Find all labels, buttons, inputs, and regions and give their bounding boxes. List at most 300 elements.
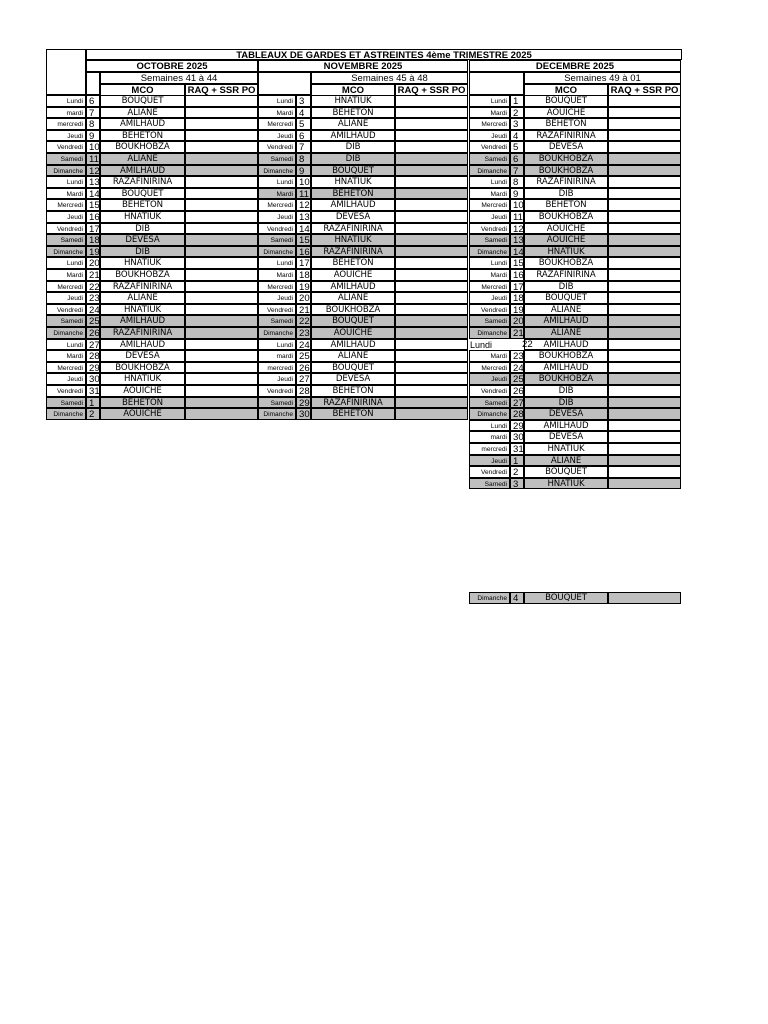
schedule-row	[469, 315, 681, 327]
mco-cell: DEVESA	[524, 141, 608, 153]
schedule-row	[469, 385, 681, 397]
raq-cell	[608, 362, 681, 374]
date-cell: 10	[296, 176, 311, 188]
raq-cell	[395, 292, 468, 304]
date-cell: 19	[510, 304, 524, 316]
date-cell: 16	[296, 246, 311, 258]
schedule-row	[258, 257, 468, 269]
schedule-row	[258, 408, 468, 420]
schedule-row	[258, 281, 468, 293]
raq-cell	[395, 397, 468, 409]
day-cell: Vendredi	[46, 304, 86, 316]
day-cell: Mercredi	[469, 362, 510, 374]
day-cell: Dimanche	[258, 327, 296, 339]
day-cell: Samedi	[469, 478, 510, 490]
date-cell: 2	[86, 408, 100, 420]
raq-cell	[395, 408, 468, 420]
day-cell: Jeudi	[258, 292, 296, 304]
mco-cell: AOUICHE	[311, 269, 395, 281]
schedule-row	[469, 188, 681, 200]
corner-cell	[46, 49, 86, 95]
day-cell: Lundi	[46, 339, 86, 351]
day-cell: Mardi	[46, 269, 86, 281]
raq-cell	[185, 165, 258, 177]
table-title: TABLEAUX DE GARDES ET ASTREINTES 4ème TRIMESTRE 2025	[86, 49, 682, 60]
date-cell: 27	[86, 339, 100, 351]
mco-cell: HNATIUK	[311, 95, 395, 107]
day-cell: Dimanche	[46, 165, 86, 177]
day-cell: Mercredi	[469, 199, 510, 211]
day-cell: Samedi	[46, 315, 86, 327]
schedule-row	[469, 339, 681, 351]
mco-cell: AMILHAUD	[100, 339, 185, 351]
day-cell: Dimanche	[469, 165, 510, 177]
day-cell: Samedi	[469, 234, 510, 246]
day-cell: Mardi	[258, 107, 296, 119]
schedule-row	[258, 234, 468, 246]
date-cell: 23	[296, 327, 311, 339]
date-cell: 26	[86, 327, 100, 339]
raq-column-header: RAQ + SSR PO	[608, 84, 681, 96]
raq-cell	[608, 408, 681, 420]
schedule-row	[46, 315, 258, 327]
schedule-row	[258, 211, 468, 223]
raq-cell	[608, 153, 681, 165]
raq-cell	[608, 478, 681, 490]
raq-cell	[395, 373, 468, 385]
mco-cell: BOUKHOBZA	[100, 269, 185, 281]
day-cell: Vendredi	[46, 223, 86, 235]
raq-cell	[185, 292, 258, 304]
schedule-row	[469, 281, 681, 293]
day-cell: Mardi	[46, 188, 86, 200]
raq-cell	[185, 269, 258, 281]
date-cell: 22	[296, 315, 311, 327]
mco-cell: DIB	[524, 385, 608, 397]
mco-cell: ALIANE	[311, 350, 395, 362]
date-cell: 10	[86, 141, 100, 153]
mco-cell: DIB	[524, 188, 608, 200]
month-header: DECEMBRE 2025	[469, 60, 681, 72]
date-cell: 9	[296, 165, 311, 177]
mco-cell: BOUKHOBZA	[524, 165, 608, 177]
raq-cell	[608, 176, 681, 188]
mco-cell: ALIANE	[100, 153, 185, 165]
day-cell: Vendredi	[469, 385, 510, 397]
day-cell: Vendredi	[258, 141, 296, 153]
date-cell: 11	[296, 188, 311, 200]
raq-cell	[608, 257, 681, 269]
date-cell: 14	[510, 246, 524, 258]
schedule-row	[258, 350, 468, 362]
date-cell: 25	[510, 373, 524, 385]
raq-cell	[185, 385, 258, 397]
day-cell: Vendredi	[46, 141, 86, 153]
date-cell: 14	[296, 223, 311, 235]
date-cell: 12	[296, 199, 311, 211]
schedule-row	[46, 153, 258, 165]
schedule-row	[469, 362, 681, 374]
schedule-row	[258, 246, 468, 258]
date-cell: 20	[86, 257, 100, 269]
raq-cell	[395, 176, 468, 188]
raq-cell	[608, 592, 681, 604]
mco-cell: AOUICHE	[311, 327, 395, 339]
schedule-row	[469, 327, 681, 339]
day-cell: Samedi	[258, 315, 296, 327]
date-cell: 3	[296, 95, 311, 107]
raq-cell	[608, 431, 681, 443]
date-cell: 7	[296, 141, 311, 153]
raq-cell	[185, 373, 258, 385]
date-cell: 4	[510, 130, 524, 142]
raq-cell	[608, 223, 681, 235]
schedule-row	[469, 431, 681, 443]
schedule-row	[46, 257, 258, 269]
raq-cell	[185, 327, 258, 339]
raq-cell	[395, 257, 468, 269]
date-cell: 16	[510, 269, 524, 281]
mco-cell: DIB	[524, 281, 608, 293]
date-cell: 17	[296, 257, 311, 269]
schedule-row	[258, 107, 468, 119]
mco-cell: BEHETON	[311, 107, 395, 119]
mco-cell: RAZAFINIRINA	[524, 269, 608, 281]
raq-cell	[395, 130, 468, 142]
schedule-row	[258, 385, 468, 397]
mco-cell: BOUQUET	[524, 466, 608, 478]
raq-cell	[608, 246, 681, 258]
day-cell: Dimanche	[46, 246, 86, 258]
schedule-row	[258, 118, 468, 130]
schedule-row	[258, 373, 468, 385]
schedule-row	[258, 165, 468, 177]
day-cell: Samedi	[46, 397, 86, 409]
raq-cell	[395, 246, 468, 258]
raq-cell	[185, 397, 258, 409]
mco-cell: BOUQUET	[311, 315, 395, 327]
mco-cell: RAZAFINIRINA	[100, 176, 185, 188]
schedule-row	[46, 385, 258, 397]
date-cell: 24	[296, 339, 311, 351]
date-cell: 23	[86, 292, 100, 304]
raq-cell	[395, 118, 468, 130]
day-cell: Jeudi	[258, 130, 296, 142]
mco-cell: AMILHAUD	[524, 315, 608, 327]
day-cell: Mardi	[469, 350, 510, 362]
date-cell: 26	[296, 362, 311, 374]
schedule-row	[469, 176, 681, 188]
raq-cell	[608, 292, 681, 304]
schedule-row	[469, 592, 681, 604]
weeks-label: Semaines 41 à 44	[100, 72, 258, 84]
date-cell: 19	[86, 246, 100, 258]
mco-cell: RAZAFINIRINA	[100, 327, 185, 339]
date-cell: 23	[510, 350, 524, 362]
day-cell: Vendredi	[469, 304, 510, 316]
schedule-row	[469, 153, 681, 165]
mco-cell: BEHETON	[311, 385, 395, 397]
schedule-row	[46, 211, 258, 223]
date-cell: 24	[86, 304, 100, 316]
schedule-row	[469, 211, 681, 223]
mco-cell: ALIANE	[311, 292, 395, 304]
raq-cell	[185, 188, 258, 200]
date-cell: 3	[510, 118, 524, 130]
raq-cell	[185, 246, 258, 258]
date-cell: 15	[86, 199, 100, 211]
date-cell: 13	[296, 211, 311, 223]
raq-cell	[608, 315, 681, 327]
date-cell: 5	[296, 118, 311, 130]
schedule-row	[46, 246, 258, 258]
schedule-row	[469, 397, 681, 409]
schedule-row	[46, 408, 258, 420]
raq-cell	[608, 199, 681, 211]
date-cell: 6	[86, 95, 100, 107]
day-cell: Lundi	[469, 420, 510, 432]
schedule-row	[469, 118, 681, 130]
date-cell: 21	[296, 304, 311, 316]
mco-cell: DIB	[100, 223, 185, 235]
day-cell: Jeudi	[46, 211, 86, 223]
day-cell: Mercredi	[46, 362, 86, 374]
mco-cell: ALIANE	[524, 455, 608, 467]
mco-cell: HNATIUK	[100, 373, 185, 385]
weeks-label: Semaines 49 à 01	[524, 72, 681, 84]
mco-cell: BEHETON	[311, 257, 395, 269]
day-cell: mercredi	[258, 362, 296, 374]
date-cell: 11	[86, 153, 100, 165]
date-cell: 6	[510, 153, 524, 165]
raq-cell	[608, 304, 681, 316]
date-cell: 10	[510, 199, 524, 211]
mco-cell: BOUQUET	[311, 362, 395, 374]
schedule-row	[46, 118, 258, 130]
mco-cell: ALIANE	[100, 107, 185, 119]
mco-cell: AMILHAUD	[524, 420, 608, 432]
mco-cell: BEHETON	[100, 397, 185, 409]
raq-cell	[185, 211, 258, 223]
day-cell: Jeudi	[469, 292, 510, 304]
schedule-row	[258, 176, 468, 188]
mco-cell: AMILHAUD	[311, 281, 395, 293]
mco-cell: RAZAFINIRINA	[524, 130, 608, 142]
day-cell: Samedi	[469, 153, 510, 165]
mco-cell: AMILHAUD	[100, 315, 185, 327]
mco-cell: HNATIUK	[311, 234, 395, 246]
mco-cell: DEVESA	[100, 234, 185, 246]
day-cell: Mardi	[46, 350, 86, 362]
raq-cell	[395, 153, 468, 165]
raq-cell	[608, 118, 681, 130]
schedule-row	[46, 223, 258, 235]
mco-cell: ALIANE	[100, 292, 185, 304]
day-cell: Samedi	[469, 315, 510, 327]
mco-cell: DEVESA	[311, 373, 395, 385]
mco-cell: AOUICHE	[524, 223, 608, 235]
date-cell: 15	[296, 234, 311, 246]
schedule-row	[469, 165, 681, 177]
mco-cell: AOUICHE	[100, 408, 185, 420]
mco-cell: BOUKHOBZA	[524, 373, 608, 385]
date-cell: 30	[296, 408, 311, 420]
header-blank	[258, 72, 311, 95]
raq-cell	[185, 107, 258, 119]
date-cell: 22	[86, 281, 100, 293]
date-cell: 5	[510, 141, 524, 153]
day-cell: Vendredi	[469, 466, 510, 478]
day-cell: Jeudi	[46, 373, 86, 385]
schedule-row	[469, 408, 681, 420]
raq-cell	[395, 223, 468, 235]
mco-cell: AOUICHE	[524, 234, 608, 246]
schedule-row	[469, 141, 681, 153]
schedule-row	[258, 223, 468, 235]
schedule-row	[258, 292, 468, 304]
date-cell: 17	[86, 223, 100, 235]
raq-cell	[608, 455, 681, 467]
day-cell: Lundi	[46, 257, 86, 269]
mco-cell: BEHETON	[311, 408, 395, 420]
raq-cell	[608, 466, 681, 478]
mco-cell: ALIANE	[311, 118, 395, 130]
day-cell: Mercredi	[258, 118, 296, 130]
schedule-row	[46, 107, 258, 119]
mco-cell: BOUKHOBZA	[100, 362, 185, 374]
raq-cell	[185, 223, 258, 235]
mco-cell: BOUKHOBZA	[524, 350, 608, 362]
day-cell: Mercredi	[46, 199, 86, 211]
date-cell: 28	[296, 385, 311, 397]
day-cell: mardi	[469, 431, 510, 443]
schedule-row	[469, 478, 681, 490]
day-cell: Vendredi	[258, 223, 296, 235]
day-cell: Dimanche	[258, 165, 296, 177]
mco-cell: RAZAFINIRINA	[311, 223, 395, 235]
date-cell: 13	[86, 176, 100, 188]
date-cell: 1	[510, 455, 524, 467]
mco-cell: BOUQUET	[100, 188, 185, 200]
raq-cell	[395, 350, 468, 362]
raq-column-header: RAQ + SSR PO	[395, 84, 468, 96]
mco-cell: BOUKHOBZA	[524, 211, 608, 223]
mco-cell: BOUQUET	[524, 292, 608, 304]
raq-cell	[185, 315, 258, 327]
schedule-row	[46, 130, 258, 142]
raq-cell	[185, 176, 258, 188]
day-cell: Lundi	[258, 339, 296, 351]
schedule-row	[469, 304, 681, 316]
raq-cell	[608, 397, 681, 409]
schedule-row	[46, 362, 258, 374]
day-cell: Vendredi	[258, 385, 296, 397]
day-cell: Mercredi	[46, 281, 86, 293]
day-cell: mercredi	[46, 118, 86, 130]
date-cell: 20	[296, 292, 311, 304]
mco-cell: RAZAFINIRINA	[311, 246, 395, 258]
raq-cell	[395, 339, 468, 351]
day-cell: Dimanche	[469, 246, 510, 258]
mco-cell: ALIANE	[524, 304, 608, 316]
date-cell: 22	[522, 338, 533, 350]
raq-cell	[185, 257, 258, 269]
schedule-row	[46, 397, 258, 409]
schedule-row	[46, 304, 258, 316]
schedule-row	[258, 315, 468, 327]
schedule-row	[469, 443, 681, 455]
raq-cell	[608, 443, 681, 455]
month-header: OCTOBRE 2025	[86, 60, 258, 72]
schedule-row	[469, 420, 681, 432]
date-cell: 18	[86, 234, 100, 246]
raq-cell	[185, 95, 258, 107]
day-cell: Samedi	[258, 234, 296, 246]
schedule-row	[46, 234, 258, 246]
mco-cell: RAZAFINIRINA	[100, 281, 185, 293]
raq-cell	[395, 385, 468, 397]
mco-cell: RAZAFINIRINA	[311, 397, 395, 409]
schedule-row	[258, 95, 468, 107]
schedule-row	[469, 292, 681, 304]
day-cell: Samedi	[469, 397, 510, 409]
date-cell: 9	[86, 130, 100, 142]
date-cell: 25	[296, 350, 311, 362]
day-cell: Jeudi	[469, 211, 510, 223]
date-cell: 31	[510, 443, 524, 455]
day-cell: Dimanche	[258, 408, 296, 420]
mco-cell: AOUICHE	[100, 385, 185, 397]
raq-cell	[395, 188, 468, 200]
date-cell: 24	[510, 362, 524, 374]
raq-cell	[185, 304, 258, 316]
mco-cell: DEVESA	[311, 211, 395, 223]
day-cell: Mercredi	[258, 199, 296, 211]
date-cell: 21	[86, 269, 100, 281]
date-cell: 31	[86, 385, 100, 397]
schedule-row	[46, 327, 258, 339]
day-cell: Vendredi	[46, 385, 86, 397]
date-cell: 12	[86, 165, 100, 177]
schedule-row	[258, 199, 468, 211]
day-cell: Dimanche	[469, 327, 510, 339]
day-cell: Samedi	[46, 234, 86, 246]
raq-cell	[185, 234, 258, 246]
raq-cell	[395, 315, 468, 327]
mco-column-header: MCO	[100, 84, 185, 96]
schedule-row	[469, 350, 681, 362]
mco-cell: BOUQUET	[524, 592, 608, 604]
day-cell: Jeudi	[469, 130, 510, 142]
raq-cell	[395, 327, 468, 339]
mco-cell: AMILHAUD	[100, 165, 185, 177]
schedule-row	[46, 350, 258, 362]
raq-cell	[395, 211, 468, 223]
day-cell: Dimanche	[258, 246, 296, 258]
mco-cell: ALIANE	[524, 327, 608, 339]
mco-cell: HNATIUK	[524, 443, 608, 455]
mco-cell: BOUKHOBZA	[524, 257, 608, 269]
header-blank	[86, 72, 100, 95]
date-cell: 18	[510, 292, 524, 304]
day-cell: Jeudi	[469, 455, 510, 467]
mco-cell: BEHETON	[311, 188, 395, 200]
mco-cell: AOUICHE	[524, 107, 608, 119]
day-cell: mardi	[46, 107, 86, 119]
date-cell: 4	[296, 107, 311, 119]
mco-column-header: MCO	[524, 84, 608, 96]
mco-cell: HNATIUK	[100, 304, 185, 316]
